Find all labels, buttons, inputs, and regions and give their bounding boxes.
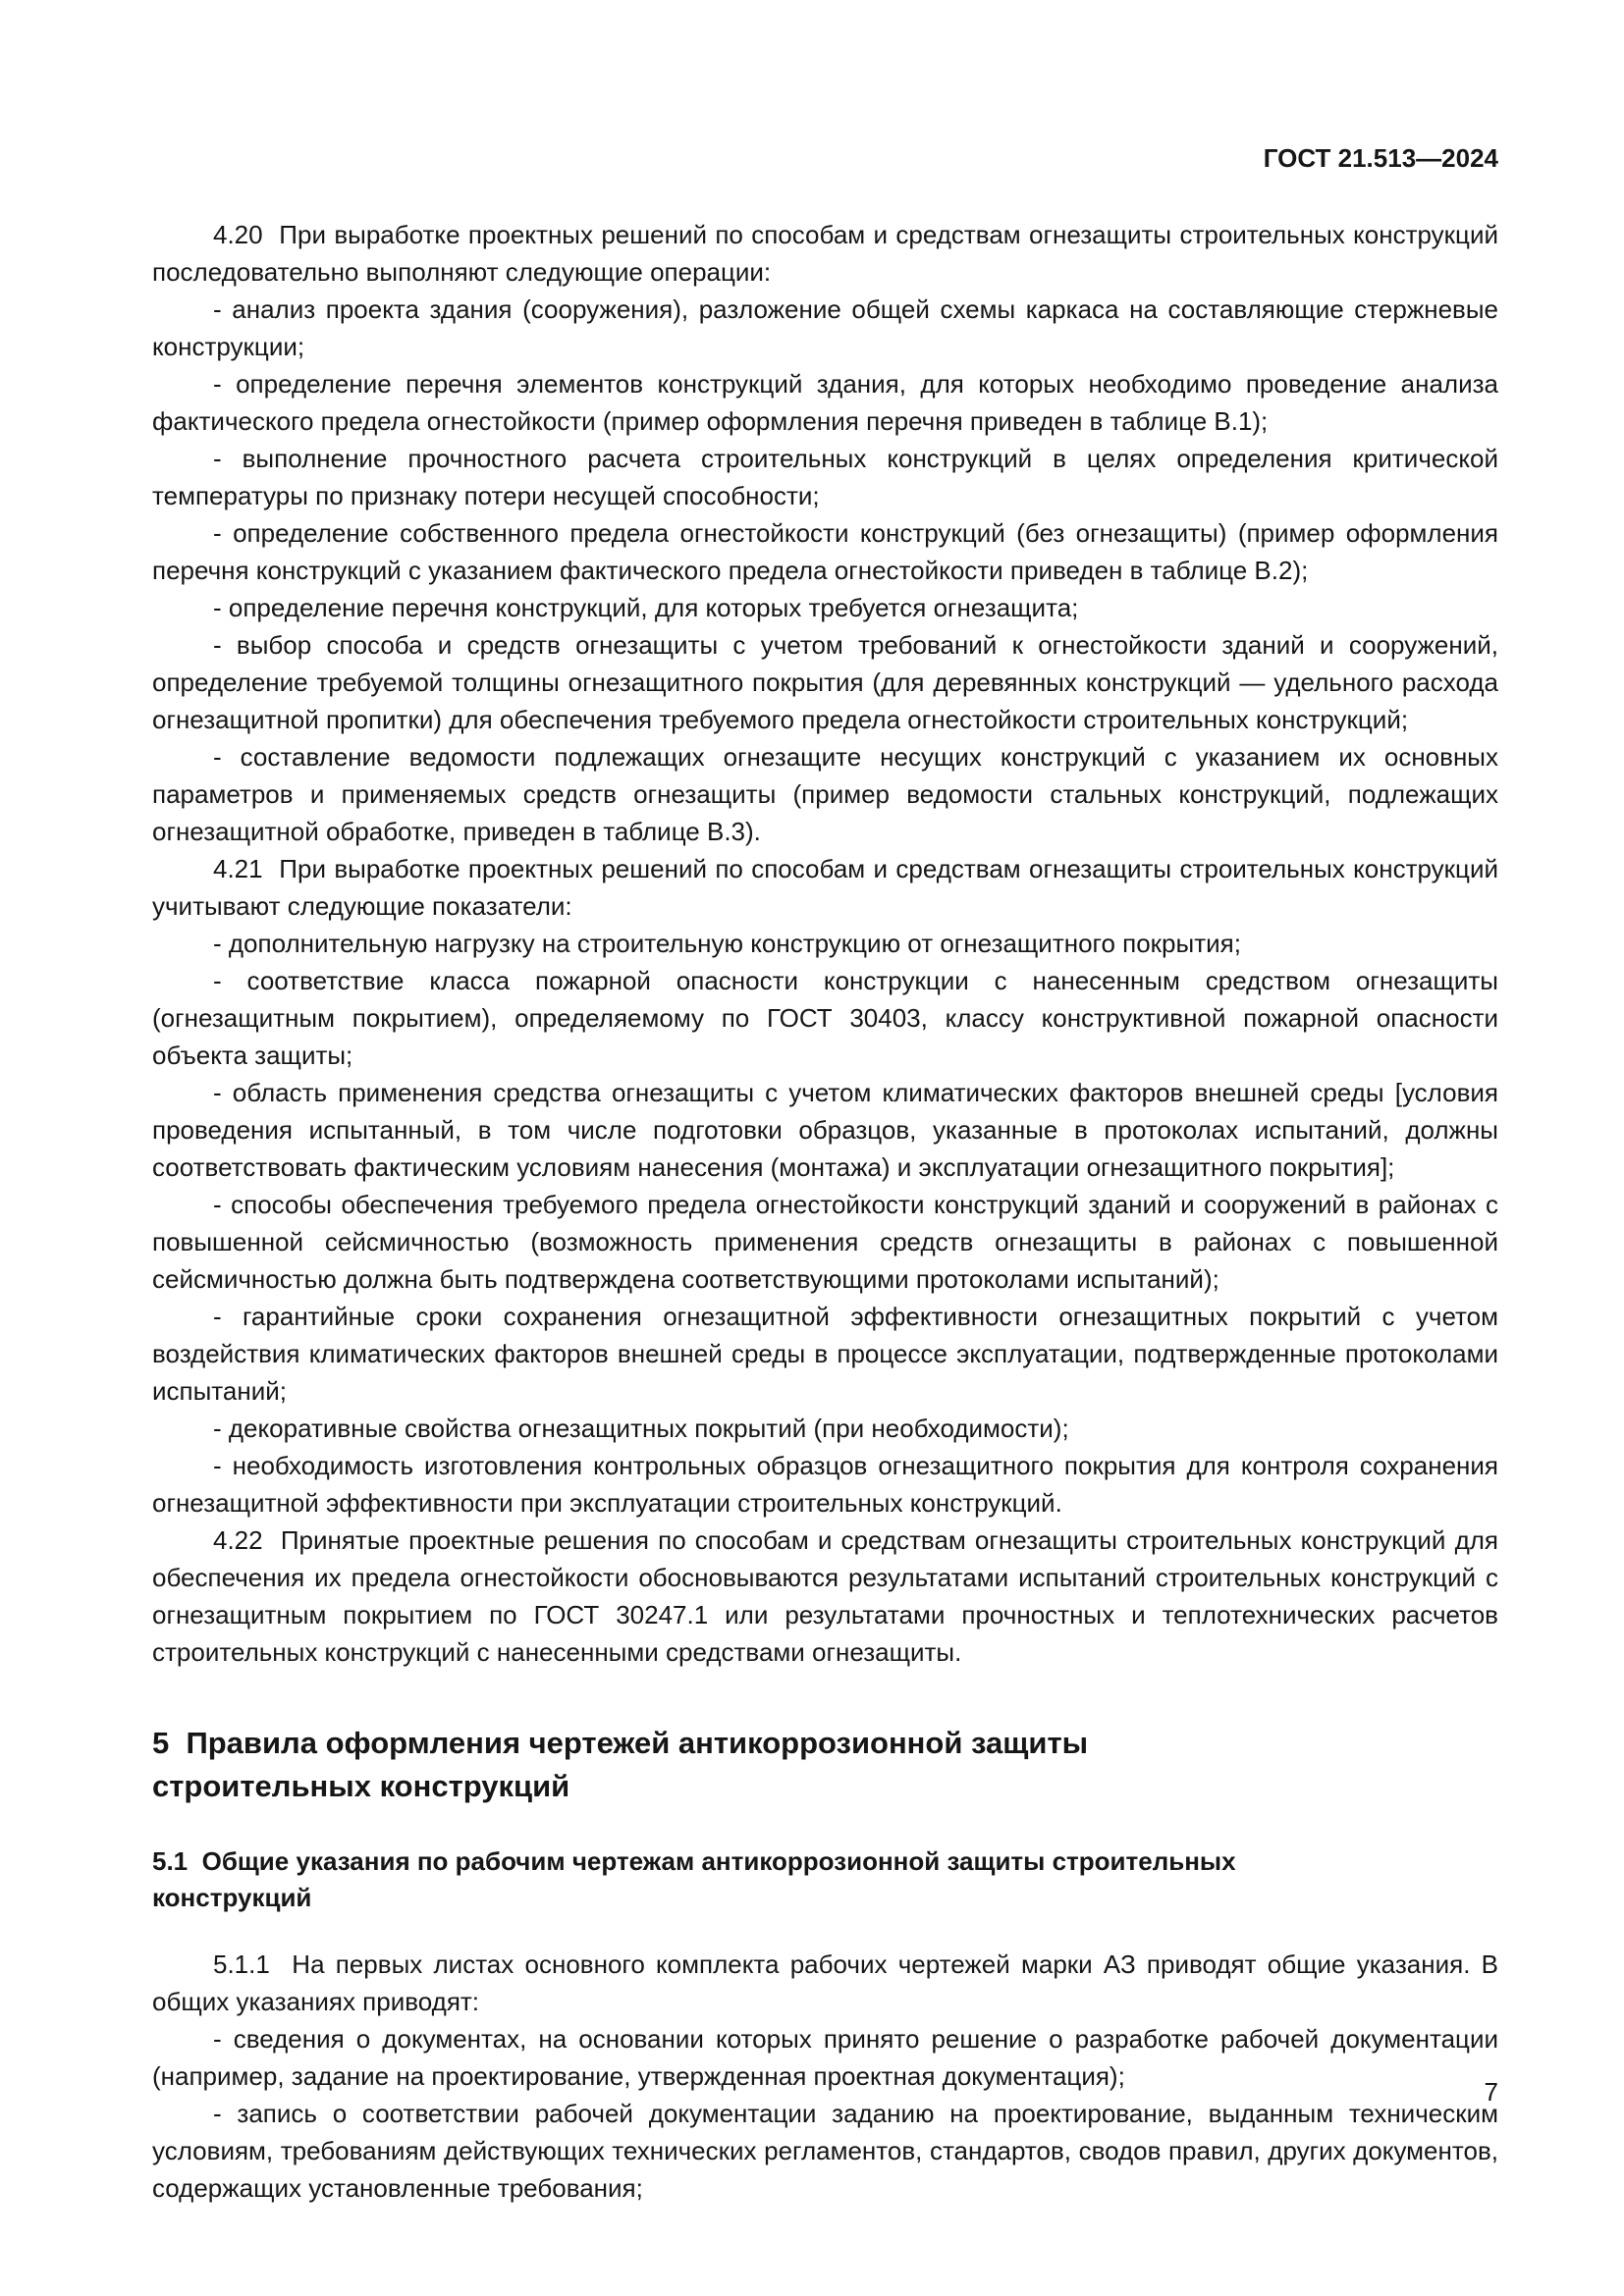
list-item: - составление ведомости подлежащих огнезащите несущих конструкций с указанием их основных параметров и применяемых средств огнезащиты (пример ведомости стальных конструкций, подлежащих огнезащитной обработке, приведен в таблице В.3). (152, 742, 1498, 846)
paragraph-5-1-1: 5.1.1 На первых листах основного комплекта рабочих чертежей марки АЗ приводят общие указания. В общих указаниях приводят: (152, 1949, 1498, 2016)
list-item: - область применения средства огнезащиты с учетом климатических факторов внешней среды [условия проведения испытанный, в том числе подготовки образцов, указанные в протоколах испытаний, должны соответствовать фактическим условиям нанесения (монтажа) и эксплуатации огнезащитного покрытия]; (152, 1078, 1498, 1182)
list-item: - запись о соответствии рабочей документации заданию на проектирование, выданным техническим условиям, требованиям действующих технических регламентов, стандартов, сводов правил, других документов, содержащих установленные требования; (152, 2099, 1498, 2203)
document-body (152, 216, 1498, 2207)
paragraph-4-20: 4.20 При выработке проектных решений по способам и средствам огнезащиты строительных конструкций последовательно выполняют следующие операции: (152, 220, 1498, 287)
list-item: - сведения о документах, на основании которых принято решение о разработке рабочей документации (например, задание на проектирование, утвержденная проектная документация); (152, 2024, 1498, 2091)
list-item: - гарантийные сроки сохранения огнезащитной эффективности огнезащитных покрытий с учетом воздействия климатических факторов внешней среды в процессе эксплуатации, подтвержденные протоколами испытаний; (152, 1302, 1498, 1406)
list-item: - выбор способа и средств огнезащиты с учетом требований к огнестойкости зданий и сооружений, определение требуемой толщины огнезащитного покрытия (для деревянных конструкций — удельного расхода огнезащитной пропитки) для обеспечения требуемого предела огнестойкости строительных конструкций; (152, 630, 1498, 734)
list-item: - определение собственного предела огнестойкости конструкций (без огнезащиты) (пример оформления перечня конструкций с указанием фактического предела огнестойкости приведен в таблице В.2); (152, 518, 1498, 585)
list-item: - дополнительную нагрузку на строительную конструкцию от огнезащитного покрытия; (213, 929, 1241, 958)
list-item: - определение перечня элементов конструкций здания, для которых необходимо проведение анализа фактического предела огнестойкости (пример оформления перечня приведен в таблице В.1); (152, 369, 1498, 436)
doc-number: ГОСТ 21.513—2024 (1263, 143, 1498, 173)
document-header (152, 143, 1498, 174)
list-item: - анализ проекта здания (сооружения), разложение общей схемы каркаса на составляющие стержневые конструкции; (152, 294, 1498, 361)
page-number: 7 (1484, 2077, 1498, 2107)
list-item: - декоративные свойства огнезащитных покрытий (при необходимости); (213, 1414, 1069, 1443)
paragraph-4-22: 4.22 Принятые проектные решения по способам и средствам огнезащиты строительных конструкций для обеспечения их предела огнестойкости обосновываются результатами испытаний строительных конструкций с огнезащитным покрытием по ГОСТ 30247.1 или результатами прочностных и теплотехнических расчетов строительных конструкций с нанесенными средствами огнезащиты. (152, 1525, 1498, 1667)
paragraph-4-21: 4.21 При выработке проектных решений по способам и средствам огнезащиты строительных конструкций учитывают следующие показатели: (152, 854, 1498, 921)
subsection-heading-5-1: 5.1 Общие указания по рабочим чертежам антикоррозионной защиты строительных конструкций (152, 1846, 1236, 1912)
list-item: - способы обеспечения требуемого предела огнестойкости конструкций зданий и сооружений в районах с повышенной сейсмичностью (возможность применения средств огнезащиты в районах с повышенной сейсмичностью должна быть подтверждена соответствующими протоколами испытаний); (152, 1190, 1498, 1294)
list-item: - выполнение прочностного расчета строительных конструкций в целях определения критической температуры по признаку потери несущей способности; (152, 444, 1498, 510)
list-item: - определение перечня конструкций, для которых требуется огнезащита; (213, 593, 1079, 622)
list-item: - необходимость изготовления контрольных образцов огнезащитного покрытия для контроля сохранения огнезащитной эффективности при эксплуатации строительных конструкций. (152, 1451, 1498, 1518)
list-item: - соответствие класса пожарной опасности конструкции с нанесенным средством огнезащиты (огнезащитным покрытием), определяемому по ГОСТ 30403, классу конструктивной пожарной опасности объекта защиты; (152, 966, 1498, 1070)
section-heading-5: 5 Правила оформления чертежей антикоррозионной защиты строительных конструкций (152, 1726, 1089, 1803)
